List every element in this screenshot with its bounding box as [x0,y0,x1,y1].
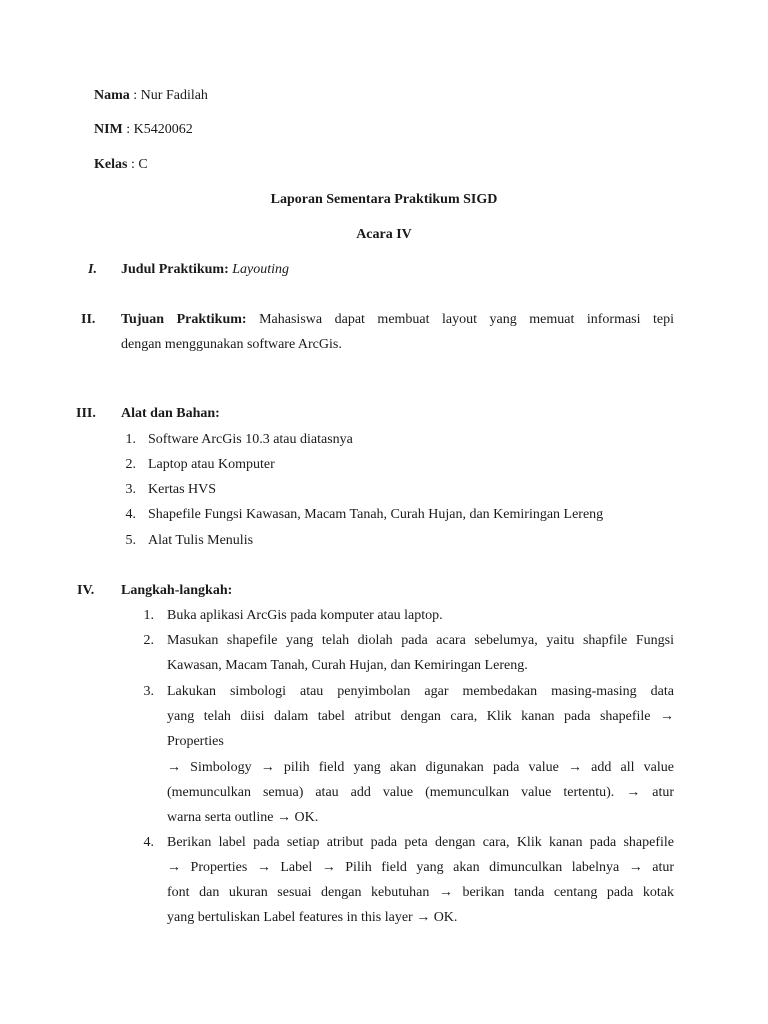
step-line: (memunculkan semua) atau add value (memunculkan value tertentu). → atur [167,785,674,800]
item-number: 4. [125,507,136,522]
section-1-label: Judul Praktikum: [121,262,229,277]
kelas-row [94,156,148,174]
kelas-label: Kelas [94,157,128,172]
step-line: yang bertuliskan Label features in this layer → OK. [167,910,458,925]
section-1-heading [121,261,289,279]
section-4-numeral: IV. [77,583,95,598]
nama-row [94,87,208,105]
section-2-label: Tujuan Praktikum: [121,312,247,327]
item-number: 3. [125,482,136,497]
section-3-numeral: III. [76,406,96,421]
nim-row [94,121,193,139]
step-line: Buka aplikasi ArcGis pada komputer atau laptop. [167,608,443,623]
step-line: warna serta outline → OK. [167,810,319,825]
section-1-numeral: I. [88,262,97,277]
step-line: Lakukan simbologi atau penyimbolan agar membedakan masing-masing data [167,684,674,699]
step-line: Masukan shapefile yang telah diolah pada acara sebelumya, yaitu shapfile Fungsi [167,633,674,648]
item-number: 2. [125,457,136,472]
step-number: 2. [143,633,154,648]
item-number: 5. [125,533,136,548]
item-number: 1. [125,432,136,447]
step-line: Kawasan, Macam Tanah, Curah Hujan, dan Kemiringan Lereng. [167,658,528,673]
step-line: → Properties → Label → Pilih field yang akan dimunculkan labelnya → atur [167,860,674,875]
step-line: Berikan label pada setiap atribut pada peta dengan cara, Klik kanan pada shapefile [167,835,674,850]
list-item: Software ArcGis 10.3 atau diatasnya [148,432,353,447]
nim-value: : K5420062 [122,122,193,137]
step-line: → Simbology → pilih field yang akan digunakan pada value → add all value [167,760,674,775]
nim-label: NIM [94,122,123,137]
step-number: 1. [143,608,154,623]
section-4-label: Langkah-langkah: [121,583,233,598]
section-2-line-2: dengan menggunakan software ArcGis. [121,337,342,352]
section-2-text-1: Mahasiswa dapat membuat layout yang memuat informasi tepi [259,312,675,327]
nama-label: Nama [94,88,130,103]
list-item: Shapefile Fungsi Kawasan, Macam Tanah, Curah Hujan, dan Kemiringan Lereng [148,507,604,522]
report-subtitle: Acara IV [356,227,412,242]
step-number: 3. [143,684,154,699]
section-2-numeral: II. [81,312,96,327]
step-line: font dan ukuran sesuai dengan kebutuhan → berikan tanda centang pada kotak [167,885,674,900]
section-3-label: Alat dan Bahan: [121,406,220,421]
kelas-value: : C [127,157,148,172]
section-2-line-1 [121,311,674,329]
list-item: Alat Tulis Menulis [148,533,254,548]
list-item: Kertas HVS [148,482,217,497]
section-1-value: Layouting [232,262,290,277]
report-title: Laporan Sementara Praktikum SIGD [270,192,498,207]
list-item: Laptop atau Komputer [148,457,275,472]
step-line: Properties [167,734,224,749]
step-line: yang telah diisi dalam tabel atribut dengan cara, Klik kanan pada shapefile → [167,709,674,724]
nama-value: : Nur Fadilah [129,88,208,103]
step-number: 4. [143,835,154,850]
